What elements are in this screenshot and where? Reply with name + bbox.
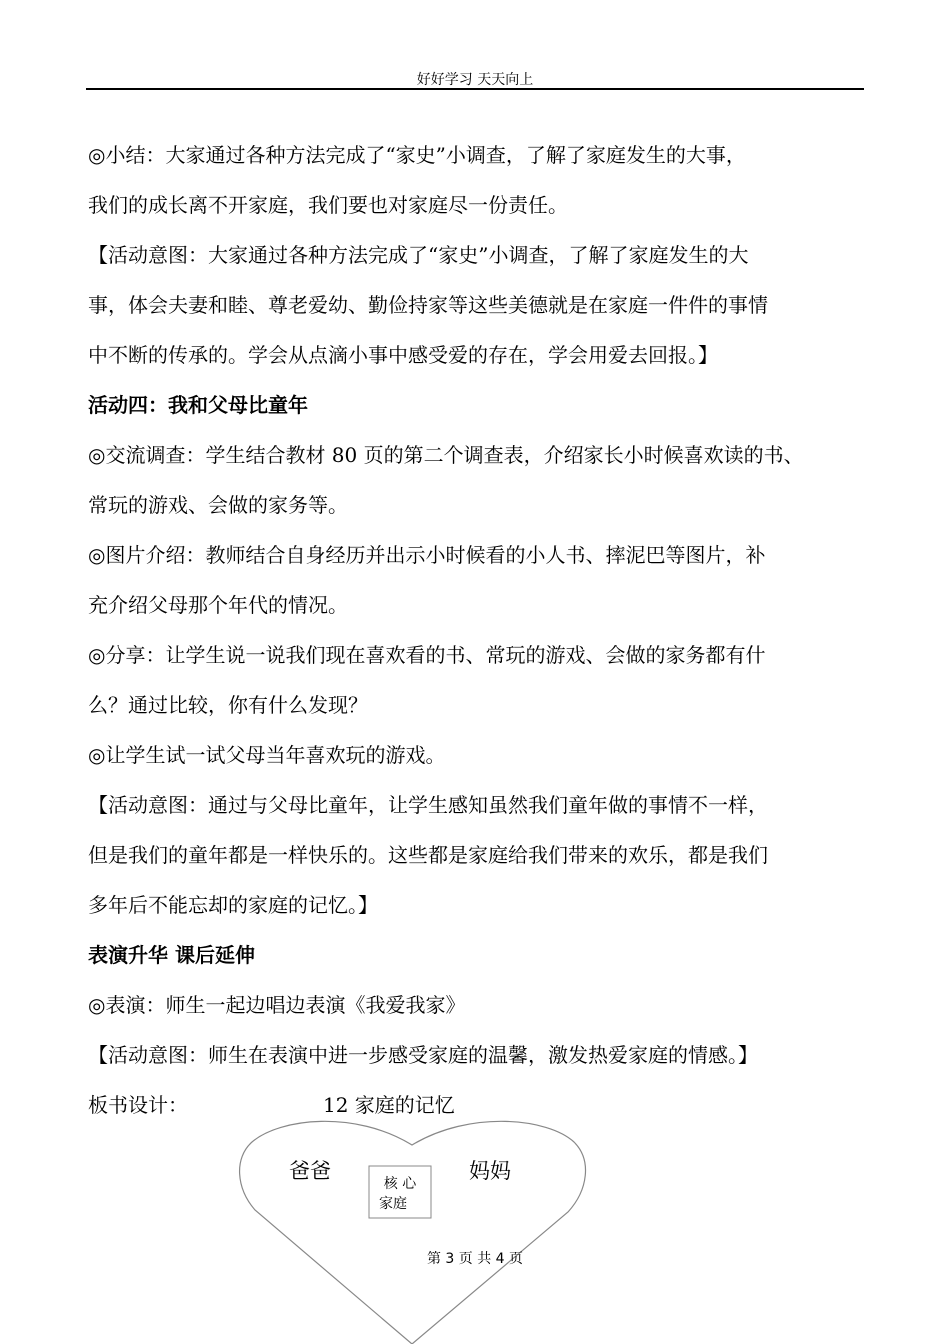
picture-intro-line-2: 充介绍父母那个年代的情况。 bbox=[88, 593, 348, 617]
share-line-1: ◎分享：让学生说一说我们现在喜欢看的书、常玩的游戏、会做的家务都有什 bbox=[88, 643, 766, 667]
board-design-title: 12 家庭的记忆 bbox=[323, 1093, 455, 1117]
dad-label: 爸爸 bbox=[289, 1159, 331, 1183]
summary-line-1: ◎小结：大家通过各种方法完成了“家史”小调查，了解了家庭发生的大事， bbox=[88, 143, 746, 167]
try-games-line: ◎让学生试一试父母当年喜欢玩的游戏。 bbox=[88, 743, 446, 767]
core-label: 核 心 bbox=[383, 1176, 417, 1192]
mom-label: 妈妈 bbox=[469, 1159, 511, 1183]
intent-3-line-3: 中不断的传承的。学会从点滴小事中感受爱的存在，学会用爱去回报。】 bbox=[88, 343, 718, 367]
intent-4-line-3: 多年后不能忘却的家庭的记忆。】 bbox=[88, 893, 378, 917]
share-line-2: 么？通过比较，你有什么发现？ bbox=[88, 693, 368, 717]
family-label: 家庭 bbox=[379, 1196, 407, 1212]
activity-4-heading: 活动四：我和父母比童年 bbox=[88, 393, 308, 417]
survey-line-1: ◎交流调查：学生结合教材 80 页的第二个调查表，介绍家长小时候喜欢读的书、 bbox=[88, 443, 804, 467]
heart-outline bbox=[240, 1121, 586, 1344]
board-design-label: 板书设计： bbox=[88, 1093, 188, 1117]
page-footer: 第 3 页 共 4 页 bbox=[426, 1251, 524, 1267]
intent-3-line-1: 【活动意图：大家通过各种方法完成了“家史”小调查，了解了家庭发生的大 bbox=[88, 243, 749, 267]
intent-3-line-2: 事，体会夫妻和睦、尊老爱幼、勤俭持家等这些美德就是在家庭一件件的事情 bbox=[88, 293, 768, 317]
picture-intro-line-1: ◎图片介绍：教师结合自身经历并出示小时候看的小人书、摔泥巴等图片，补 bbox=[88, 543, 766, 567]
page-header: 好好学习 天天向上 bbox=[416, 72, 534, 88]
intent-4-line-2: 但是我们的童年都是一样快乐的。这些都是家庭给我们带来的欢乐，都是我们 bbox=[88, 843, 768, 867]
survey-line-2: 常玩的游戏、会做的家务等。 bbox=[88, 493, 348, 517]
perform-heading: 表演升华 课后延伸 bbox=[88, 943, 255, 967]
intent-4-line-1: 【活动意图：通过与父母比童年，让学生感知虽然我们童年做的事情不一样， bbox=[88, 793, 768, 817]
intent-5-line: 【活动意图：师生在表演中进一步感受家庭的温馨，激发热爱家庭的情感。】 bbox=[88, 1043, 758, 1067]
perform-line: ◎表演：师生一起边唱边表演《我爱我家》 bbox=[88, 993, 466, 1017]
summary-line-2: 我们的成长离不开家庭，我们要也对家庭尽一份责任。 bbox=[88, 193, 568, 217]
